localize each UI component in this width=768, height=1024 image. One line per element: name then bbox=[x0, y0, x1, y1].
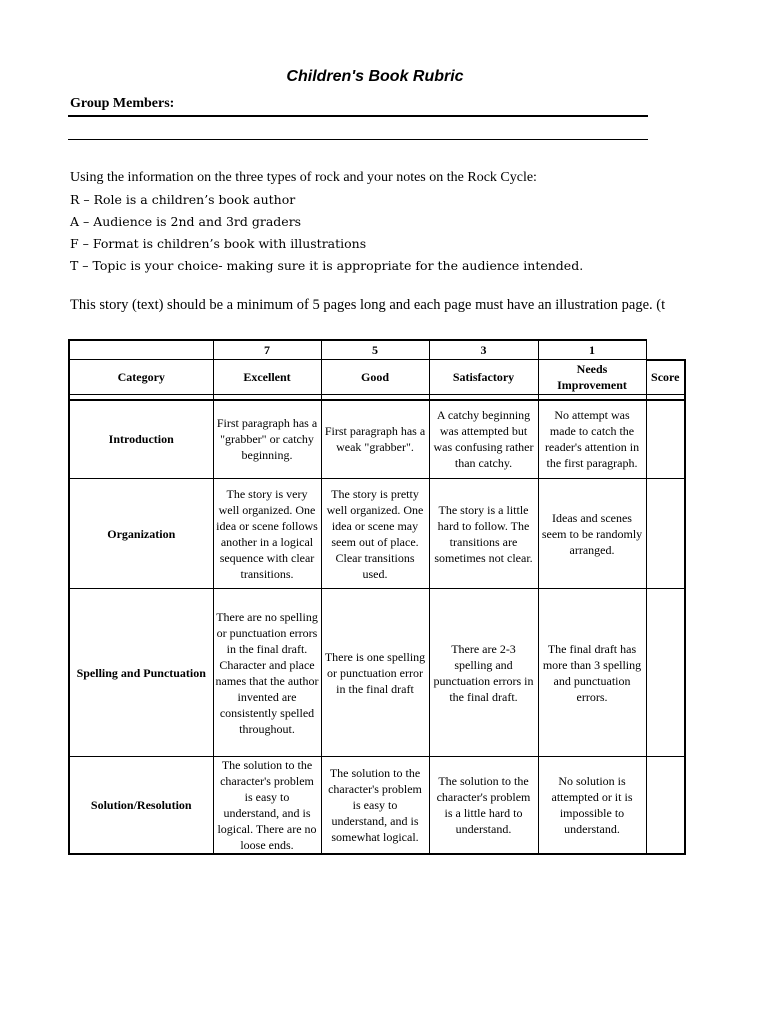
cell-needs-improvement: The final draft has more than 3 spelling and punctuation errors. bbox=[538, 589, 646, 757]
header-category: Category bbox=[69, 360, 213, 395]
cell-excellent: There are no spelling or punctuation errors in the final draft. Character and place names that the author invented are consistently spelled throughout. bbox=[213, 589, 321, 757]
row-category: Introduction bbox=[69, 400, 213, 479]
points-excellent: 7 bbox=[213, 340, 321, 360]
header-good: Good bbox=[321, 360, 429, 395]
cell-needs-improvement: No attempt was made to catch the reader's attention in the first paragraph. bbox=[538, 400, 646, 479]
score-cell[interactable] bbox=[646, 479, 685, 589]
cell-satisfactory: A catchy beginning was attempted but was confusing rather than catchy. bbox=[429, 400, 538, 479]
rubric-table bbox=[68, 339, 686, 855]
document-title: Children's Book Rubric bbox=[286, 68, 464, 85]
points-blank bbox=[69, 340, 213, 360]
header-score: Score bbox=[646, 360, 685, 395]
cell-satisfactory: The story is a little hard to follow. The transitions are sometimes not clear. bbox=[429, 479, 538, 589]
score-cell[interactable] bbox=[646, 589, 685, 757]
group-members-line-2[interactable] bbox=[68, 139, 648, 140]
table-row bbox=[69, 479, 685, 589]
points-needs-improvement: 1 bbox=[538, 340, 646, 360]
cell-needs-improvement: No solution is attempted or it is impossible to understand. bbox=[538, 757, 646, 855]
points-score-blank bbox=[646, 340, 685, 360]
score-cell[interactable] bbox=[646, 400, 685, 479]
cell-good: The solution to the character's problem is easy to understand, and is somewhat logical. bbox=[321, 757, 429, 855]
row-category: Solution/Resolution bbox=[69, 757, 213, 855]
instructions bbox=[70, 167, 583, 277]
header-satisfactory: Satisfactory bbox=[429, 360, 538, 395]
points-good: 5 bbox=[321, 340, 429, 360]
header-row bbox=[69, 360, 685, 395]
raft-topic: T – Topic is your choice- making sure it is appropriate for the audience intended. bbox=[70, 258, 584, 273]
header-needs-improvement: Needs Improvement bbox=[538, 360, 646, 395]
row-category: Spelling and Punctuation bbox=[69, 589, 213, 757]
header-excellent: Excellent bbox=[213, 360, 321, 395]
cell-good: First paragraph has a weak "grabber". bbox=[321, 400, 429, 479]
group-members-label: Group Members: bbox=[70, 96, 175, 111]
group-members-line-1[interactable] bbox=[68, 115, 648, 117]
cell-satisfactory: The solution to the character's problem is a little hard to understand. bbox=[429, 757, 538, 855]
points-satisfactory: 3 bbox=[429, 340, 538, 360]
raft-audience: A – Audience is 2nd and 3rd graders bbox=[70, 214, 302, 229]
cell-excellent: First paragraph has a "grabber" or catchy beginning. bbox=[213, 400, 321, 479]
points-row bbox=[69, 340, 685, 360]
instructions-intro: Using the information on the three types of rock and your notes on the Rock Cycle: bbox=[70, 170, 537, 185]
raft-format: F – Format is children’s book with illustrations bbox=[70, 236, 367, 251]
raft-role: R – Role is a children’s book author bbox=[70, 192, 296, 207]
cell-good: There is one spelling or punctuation error in the final draft bbox=[321, 589, 429, 757]
cell-satisfactory: There are 2-3 spelling and punctuation errors in the final draft. bbox=[429, 589, 538, 757]
cell-excellent: The solution to the character's problem is easy to understand, and is logical. There are no loose ends. bbox=[213, 757, 321, 855]
table-row bbox=[69, 400, 685, 479]
cell-good: The story is pretty well organized. One idea or scene may seem out of place. Clear transitions used. bbox=[321, 479, 429, 589]
table-row bbox=[69, 757, 685, 855]
cell-excellent: The story is very well organized. One idea or scene follows another in a logical sequence with clear transitions. bbox=[213, 479, 321, 589]
table-row bbox=[69, 589, 685, 757]
story-requirements: This story (text) should be a minimum of 5 pages long and each page must have an illustration page. (t bbox=[70, 297, 666, 313]
score-cell[interactable] bbox=[646, 757, 685, 855]
row-category: Organization bbox=[69, 479, 213, 589]
cell-needs-improvement: Ideas and scenes seem to be randomly arranged. bbox=[538, 479, 646, 589]
